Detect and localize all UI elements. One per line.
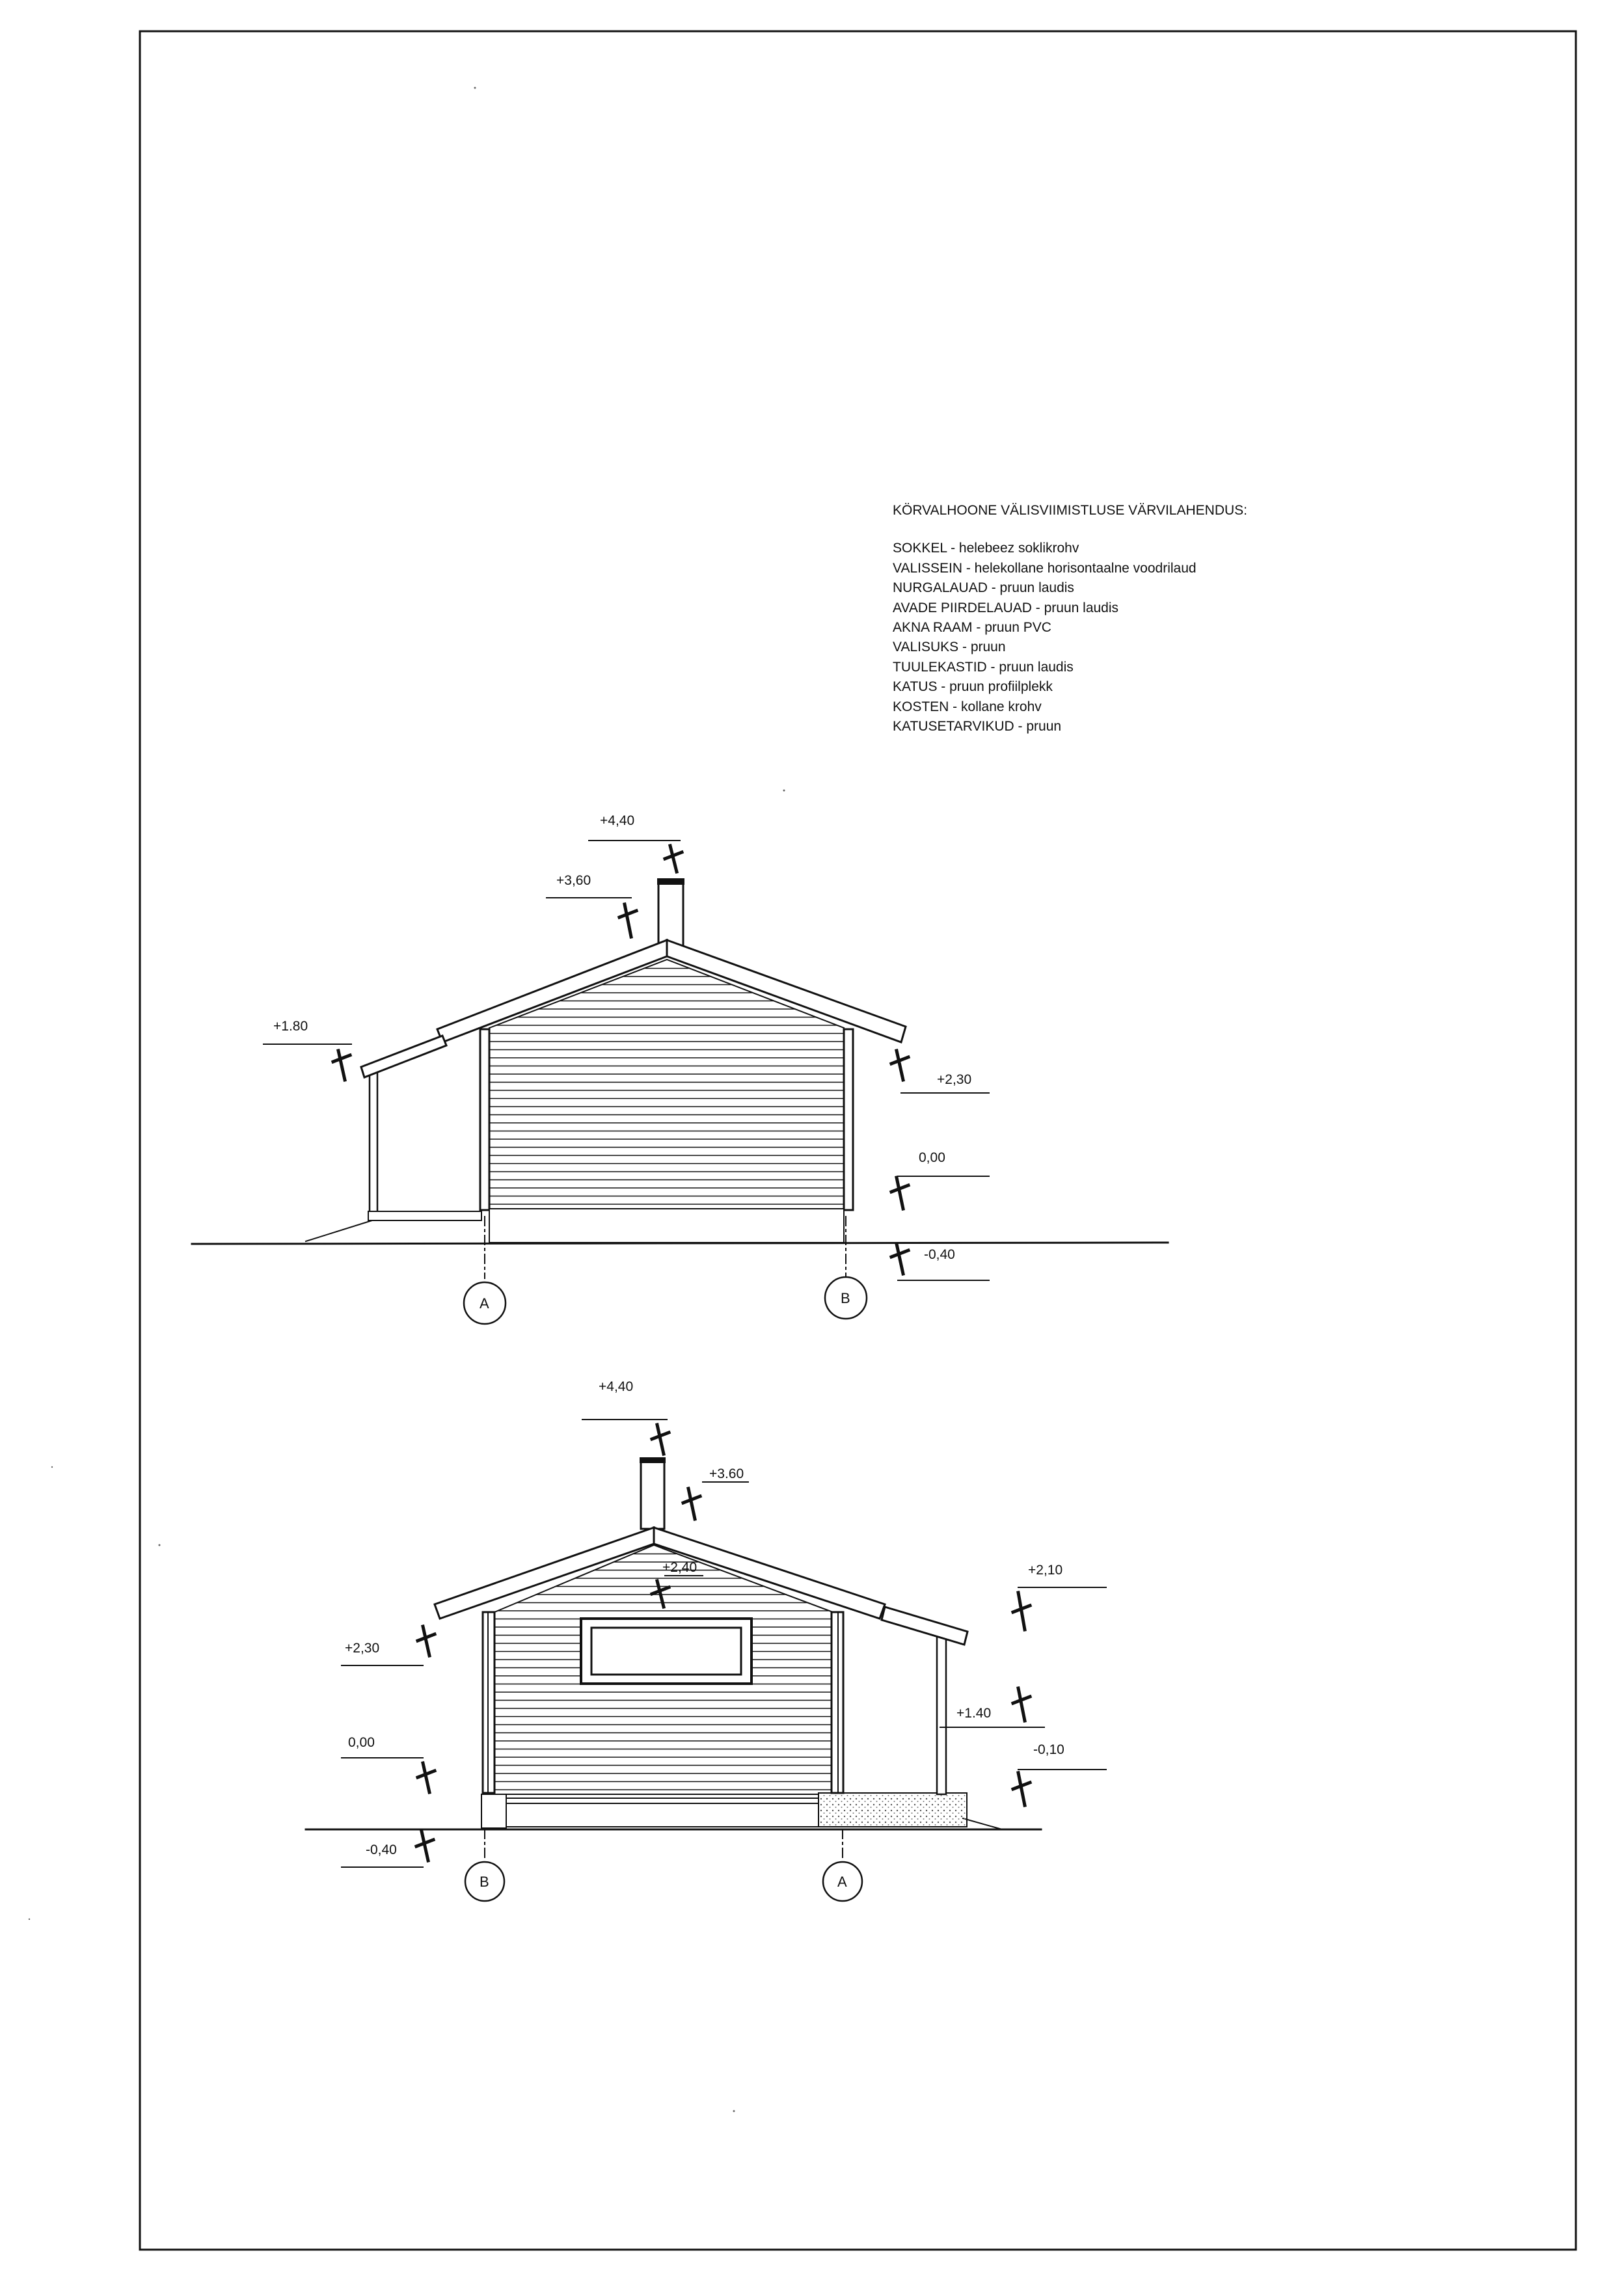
legend-item: KOSTEN - kollane krohv (893, 699, 1042, 714)
level-label: +1.40 (956, 1706, 992, 1721)
legend-item: SOKKEL - helebeez soklikrohv (893, 541, 1079, 556)
level-label: +2,30 (345, 1641, 380, 1656)
axis-label: B (841, 1290, 850, 1306)
window-glass (591, 1628, 741, 1675)
porch-roof (882, 1607, 968, 1645)
roof-right (667, 940, 906, 1042)
legend-item: KATUSETARVIKUD - pruun (893, 719, 1062, 734)
plinth-left (481, 1794, 506, 1828)
level-label: +2,40 (662, 1560, 697, 1575)
chimney (641, 1461, 664, 1529)
axis-label: A (837, 1874, 847, 1890)
legend-title: KÖRVALHOONE VÄLISVIIMISTLUSE VÄRVILAHENDUS: (893, 503, 1248, 518)
level-label: +2,30 (937, 1072, 972, 1087)
elevation-1 (192, 841, 1168, 1324)
level-label: +2,10 (1028, 1563, 1063, 1578)
wall-cladding (489, 1027, 844, 1209)
legend-item: AKNA RAAM - pruun PVC (893, 620, 1051, 636)
level-label: 0,00 (919, 1150, 945, 1165)
level-label: -0,40 (366, 1842, 397, 1857)
porch-roof (361, 1036, 446, 1077)
sheet-border (140, 31, 1576, 2250)
porch-post (937, 1636, 946, 1794)
legend-item: TUULEKASTID - pruun laudis (893, 659, 1074, 675)
color-legend (893, 501, 1247, 736)
plinth-right (819, 1793, 967, 1827)
corner-board-right (844, 1029, 853, 1210)
plinth (489, 1209, 844, 1243)
corner-board-left (480, 1029, 489, 1210)
level-label: 0,00 (348, 1735, 375, 1750)
roof-left (435, 1528, 654, 1619)
level-label: -0,10 (1033, 1742, 1064, 1757)
elevation-2 (306, 1420, 1106, 1901)
level-label: +3.60 (709, 1466, 744, 1481)
legend-item: VALISSEIN - helekollane horisontaalne voodrilaud (893, 560, 1197, 576)
level-label: +1.80 (273, 1019, 308, 1034)
porch-base (368, 1211, 481, 1220)
level-label: +3,60 (556, 873, 591, 888)
axis-label: A (480, 1295, 489, 1312)
chimney (658, 882, 683, 946)
axis-label: B (480, 1874, 489, 1890)
level-label: +4,40 (600, 813, 635, 828)
legend-item: KATUS - pruun profiilplekk (893, 679, 1053, 695)
plinth (506, 1794, 819, 1827)
roof-left (437, 940, 667, 1042)
legend-item: VALISUKS - pruun (893, 640, 1006, 655)
legend-item: AVADE PIIRDELAUAD - pruun laudis (893, 600, 1119, 615)
legend-item: NURGALAUAD - pruun laudis (893, 580, 1074, 596)
porch-post (370, 1067, 377, 1213)
level-label: -0,40 (924, 1247, 955, 1262)
level-label: +4,40 (599, 1379, 634, 1394)
